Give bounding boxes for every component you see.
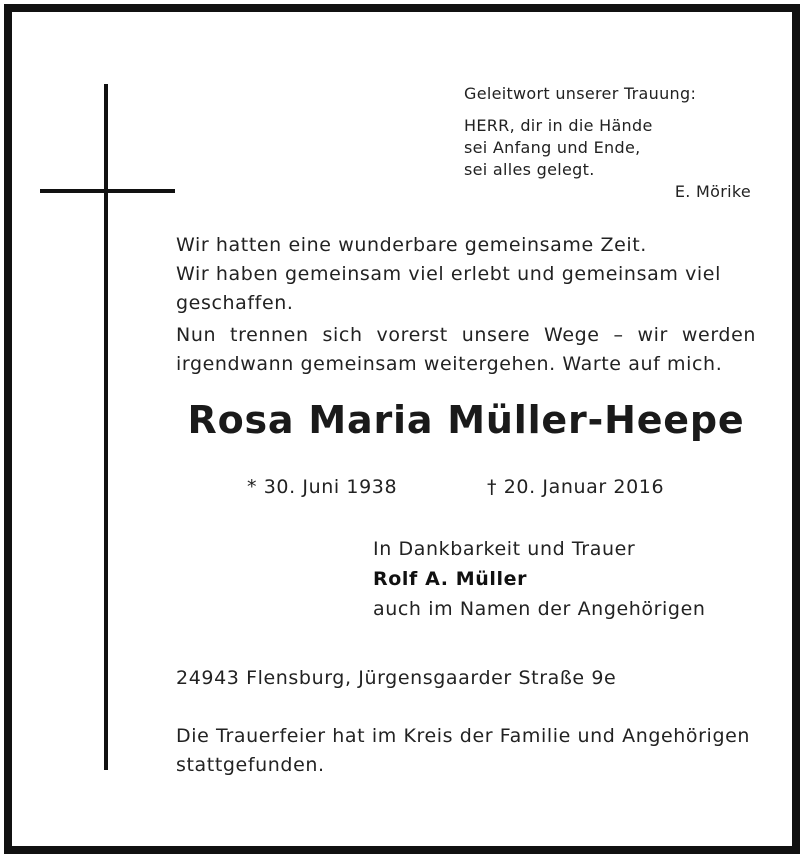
signoff-family: auch im Namen der Angehörigen [373, 598, 706, 620]
signoff-intro: In Dankbarkeit und Trauer [373, 538, 636, 560]
message-paragraph-2: Nun trennen sich vorerst unsere Wege – wir werden irgendwann gemeinsam weitergehen. Warte auf mich. [176, 324, 756, 375]
motto-verse [464, 115, 756, 181]
birth-date: * 30. Juni 1938 [247, 476, 398, 498]
motto-verse-line: HERR, dir in die Hände [464, 116, 653, 135]
wedding-motto [464, 83, 756, 203]
signer-name: Rolf A. Müller [373, 568, 528, 590]
motto-heading: Geleitwort unserer Trauung: [464, 84, 697, 103]
motto-author: E. Mörike [674, 182, 751, 201]
message-line: Wir haben gemeinsam viel erlebt und gemeinsam viel geschaffen. [176, 263, 721, 314]
deceased-name: Rosa Maria Müller-Heepe [187, 398, 745, 442]
address: 24943 Flensburg, Jürgensgaarder Straße 9e [176, 667, 617, 689]
cross-icon-crossbar [40, 189, 175, 193]
motto-verse-line: sei Anfang und Ende, [464, 138, 641, 157]
signoff [373, 534, 706, 624]
death-date: † 20. Januar 2016 [487, 476, 665, 498]
message-line: Wir hatten eine wunderbare gemeinsame Zeit. [176, 234, 647, 256]
message-paragraph-1 [176, 231, 756, 318]
cross-icon [104, 84, 108, 770]
ceremony-note: Die Trauerfeier hat im Kreis der Familie und Angehörigen stattgefunden. [176, 725, 751, 776]
motto-verse-line: sei alles gelegt. [464, 160, 595, 179]
